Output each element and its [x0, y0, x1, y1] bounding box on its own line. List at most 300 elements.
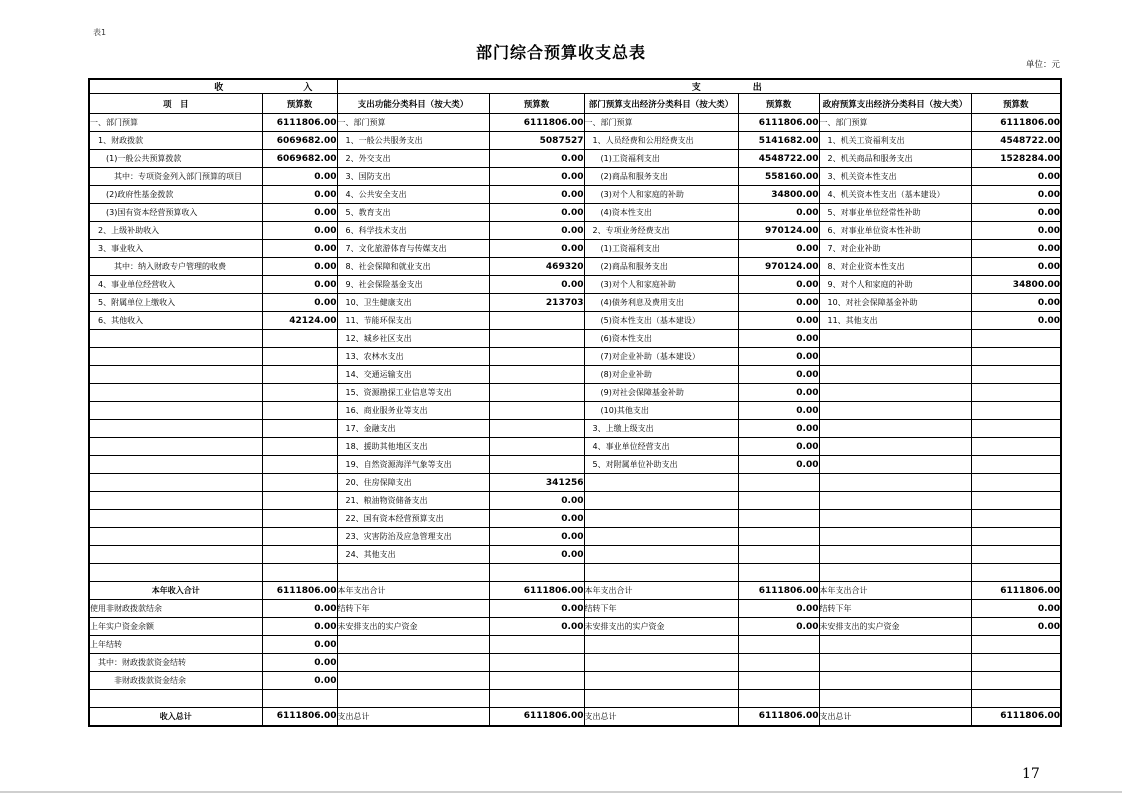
value-cell: 6111806.00 — [262, 114, 337, 132]
item-cell: 5、对事业单位经常性补助 — [819, 204, 971, 222]
item-cell — [89, 366, 262, 384]
value-cell: 0.00 — [262, 636, 337, 654]
value-cell — [971, 330, 1061, 348]
item-cell: 2、上级补助收入 — [89, 222, 262, 240]
body-row — [89, 240, 1061, 258]
footer-row — [89, 582, 1061, 600]
value-cell: 970124.00 — [738, 222, 819, 240]
value-cell — [262, 348, 337, 366]
item-cell — [89, 456, 262, 474]
value-cell — [262, 438, 337, 456]
value-cell: 0.00 — [262, 294, 337, 312]
body-row — [89, 456, 1061, 474]
item-cell: 8、对企业资本性支出 — [819, 258, 971, 276]
item-cell — [89, 690, 262, 708]
item-cell: (6)资本性支出 — [584, 330, 738, 348]
value-cell — [489, 564, 584, 582]
item-cell: (1)一般公共预算拨款 — [89, 150, 262, 168]
value-cell — [489, 672, 584, 690]
item-cell: 结转下年 — [584, 600, 738, 618]
item-cell — [819, 672, 971, 690]
value-cell: 6111806.00 — [738, 708, 819, 726]
item-cell: 一、部门预算 — [337, 114, 489, 132]
item-cell: 16、商业服务业等支出 — [337, 402, 489, 420]
item-cell — [584, 654, 738, 672]
value-cell: 0.00 — [489, 510, 584, 528]
value-cell: 0.00 — [262, 654, 337, 672]
item-cell — [819, 402, 971, 420]
value-cell — [971, 366, 1061, 384]
item-cell: 其中：纳入财政专户管理的收费 — [89, 258, 262, 276]
value-cell: 4548722.00 — [738, 150, 819, 168]
value-cell — [738, 492, 819, 510]
item-cell — [584, 492, 738, 510]
column-header-dept-econ-budget: 预算数 — [738, 94, 819, 114]
item-cell — [819, 366, 971, 384]
value-cell — [262, 366, 337, 384]
item-cell: 7、对企业补助 — [819, 240, 971, 258]
value-cell — [489, 330, 584, 348]
item-cell: 4、机关资本性支出（基本建设） — [819, 186, 971, 204]
value-cell: 0.00 — [262, 276, 337, 294]
body-row — [89, 258, 1061, 276]
item-cell: 14、交通运输支出 — [337, 366, 489, 384]
value-cell — [738, 672, 819, 690]
item-cell: 20、住房保障支出 — [337, 474, 489, 492]
item-cell: 1、人员经费和公用经费支出 — [584, 132, 738, 150]
value-cell — [738, 528, 819, 546]
item-cell: (8)对企业补助 — [584, 366, 738, 384]
item-cell — [337, 636, 489, 654]
column-header-dept-econ-class: 部门预算支出经济分类科目（按大类） — [584, 94, 738, 114]
item-cell: 本年支出合计 — [584, 582, 738, 600]
value-cell: 4548722.00 — [971, 132, 1061, 150]
value-cell: 0.00 — [262, 672, 337, 690]
value-cell: 0.00 — [489, 600, 584, 618]
body-row — [89, 114, 1061, 132]
value-cell: 6111806.00 — [489, 114, 584, 132]
item-cell: 2、专项业务经费支出 — [584, 222, 738, 240]
value-cell: 0.00 — [738, 618, 819, 636]
value-cell: 0.00 — [738, 420, 819, 438]
value-cell: 6069682.00 — [262, 150, 337, 168]
value-cell: 0.00 — [738, 600, 819, 618]
value-cell — [738, 474, 819, 492]
value-cell — [262, 564, 337, 582]
value-cell: 0.00 — [262, 258, 337, 276]
value-cell: 5141682.00 — [738, 132, 819, 150]
value-cell: 6111806.00 — [489, 708, 584, 726]
column-header-function-budget: 预算数 — [489, 94, 584, 114]
item-cell — [584, 636, 738, 654]
value-cell: 0.00 — [971, 222, 1061, 240]
value-cell: 0.00 — [971, 204, 1061, 222]
item-cell: 15、资源勘探工业信息等支出 — [337, 384, 489, 402]
item-cell — [337, 654, 489, 672]
item-cell: 4、事业单位经营支出 — [584, 438, 738, 456]
page-title: 部门综合预算收支总表 — [475, 43, 646, 62]
value-cell: 0.00 — [971, 618, 1061, 636]
body-row — [89, 510, 1061, 528]
item-cell: 6、对事业单位资本性补助 — [819, 222, 971, 240]
item-cell: 3、事业收入 — [89, 240, 262, 258]
item-cell: 2、外交支出 — [337, 150, 489, 168]
item-cell — [584, 672, 738, 690]
body-row — [89, 222, 1061, 240]
body-row — [89, 330, 1061, 348]
body-row — [89, 150, 1061, 168]
item-cell: 支出总计 — [584, 708, 738, 726]
value-cell — [262, 690, 337, 708]
item-cell — [819, 510, 971, 528]
body-row — [89, 348, 1061, 366]
item-cell — [819, 348, 971, 366]
body-row — [89, 546, 1061, 564]
item-cell: 一、部门预算 — [819, 114, 971, 132]
item-cell — [819, 438, 971, 456]
item-cell: 结转下年 — [819, 600, 971, 618]
value-cell — [738, 546, 819, 564]
body-row — [89, 186, 1061, 204]
item-cell — [89, 330, 262, 348]
value-cell — [971, 348, 1061, 366]
value-cell — [971, 456, 1061, 474]
item-cell: 22、国有资本经营预算支出 — [337, 510, 489, 528]
value-cell: 0.00 — [489, 240, 584, 258]
item-cell: 一、部门预算 — [89, 114, 262, 132]
value-cell — [971, 402, 1061, 420]
value-cell: 0.00 — [971, 312, 1061, 330]
value-cell: 0.00 — [971, 600, 1061, 618]
item-cell: (3)对个人和家庭补助 — [584, 276, 738, 294]
value-cell: 0.00 — [489, 492, 584, 510]
item-cell — [89, 474, 262, 492]
value-cell: 0.00 — [262, 240, 337, 258]
value-cell: 1528284.00 — [971, 150, 1061, 168]
item-cell: 收入总计 — [89, 708, 262, 726]
item-cell — [819, 474, 971, 492]
budget-table — [88, 78, 1062, 727]
footer-row — [89, 672, 1061, 690]
body-row — [89, 168, 1061, 186]
unit-note: 单位：元 — [1025, 60, 1060, 70]
body-row — [89, 438, 1061, 456]
item-cell: (2)政府性基金拨款 — [89, 186, 262, 204]
value-cell — [971, 420, 1061, 438]
value-cell: 0.00 — [489, 150, 584, 168]
item-cell: 其中：专项资金列入部门预算的项目 — [89, 168, 262, 186]
value-cell: 0.00 — [738, 204, 819, 222]
value-cell: 341256 — [489, 474, 584, 492]
page-number: 17 — [1022, 766, 1040, 782]
value-cell — [489, 384, 584, 402]
value-cell: 0.00 — [489, 618, 584, 636]
item-cell — [337, 564, 489, 582]
value-cell — [971, 672, 1061, 690]
item-cell: 9、社会保险基金支出 — [337, 276, 489, 294]
value-cell — [971, 492, 1061, 510]
value-cell: 0.00 — [971, 294, 1061, 312]
expense-group-char: 支 — [691, 83, 701, 93]
value-cell: 0.00 — [738, 402, 819, 420]
item-cell: (3)对个人和家庭的补助 — [584, 186, 738, 204]
value-cell — [971, 636, 1061, 654]
item-cell: 6、科学技术支出 — [337, 222, 489, 240]
item-cell: 19、自然资源海洋气象等支出 — [337, 456, 489, 474]
value-cell: 0.00 — [489, 186, 584, 204]
value-cell: 6111806.00 — [738, 582, 819, 600]
expense-group-header — [337, 79, 1061, 94]
value-cell: 0.00 — [738, 456, 819, 474]
item-cell — [89, 546, 262, 564]
item-cell: 1、财政拨款 — [89, 132, 262, 150]
item-cell: (1)工资福利支出 — [584, 240, 738, 258]
value-cell — [262, 402, 337, 420]
item-cell: 未安排支出的实户资金 — [819, 618, 971, 636]
item-cell — [819, 420, 971, 438]
value-cell: 558160.00 — [738, 168, 819, 186]
item-cell — [337, 690, 489, 708]
table-body — [89, 114, 1061, 726]
value-cell — [489, 438, 584, 456]
item-cell: 6、其他收入 — [89, 312, 262, 330]
value-cell: 0.00 — [262, 186, 337, 204]
body-row — [89, 402, 1061, 420]
value-cell — [738, 510, 819, 528]
body-row — [89, 564, 1061, 582]
item-cell: 24、其他支出 — [337, 546, 489, 564]
item-cell — [819, 564, 971, 582]
value-cell: 6111806.00 — [262, 582, 337, 600]
value-cell — [971, 384, 1061, 402]
item-cell — [584, 474, 738, 492]
value-cell: 6111806.00 — [738, 114, 819, 132]
value-cell — [262, 330, 337, 348]
value-cell — [262, 492, 337, 510]
value-cell — [489, 636, 584, 654]
item-cell — [89, 348, 262, 366]
value-cell: 0.00 — [738, 384, 819, 402]
value-cell — [489, 348, 584, 366]
item-cell: 17、金融支出 — [337, 420, 489, 438]
value-cell: 6111806.00 — [971, 708, 1061, 726]
value-cell: 0.00 — [738, 330, 819, 348]
body-row — [89, 276, 1061, 294]
item-cell: (4)资本性支出 — [584, 204, 738, 222]
item-cell: (2)商品和服务支出 — [584, 258, 738, 276]
item-cell — [584, 564, 738, 582]
item-cell — [584, 528, 738, 546]
item-cell: (9)对社会保障基金补助 — [584, 384, 738, 402]
item-cell: (3)国有资本经营预算收入 — [89, 204, 262, 222]
value-cell — [971, 510, 1061, 528]
footer-row — [89, 600, 1061, 618]
item-cell — [89, 384, 262, 402]
income-group-char: 收 — [214, 83, 224, 93]
value-cell: 0.00 — [262, 168, 337, 186]
item-cell — [89, 438, 262, 456]
item-cell: 5、附属单位上缴收入 — [89, 294, 262, 312]
value-cell — [971, 690, 1061, 708]
item-cell: 8、社会保障和就业支出 — [337, 258, 489, 276]
value-cell: 6111806.00 — [489, 582, 584, 600]
item-cell — [584, 546, 738, 564]
value-cell: 0.00 — [971, 240, 1061, 258]
footer-row — [89, 690, 1061, 708]
value-cell — [262, 384, 337, 402]
value-cell: 0.00 — [262, 618, 337, 636]
item-cell: 使用非财政拨款结余 — [89, 600, 262, 618]
value-cell — [262, 510, 337, 528]
item-cell: 4、事业单位经营收入 — [89, 276, 262, 294]
value-cell: 34800.00 — [971, 276, 1061, 294]
item-cell: 18、援助其他地区支出 — [337, 438, 489, 456]
value-cell: 0.00 — [971, 186, 1061, 204]
item-cell — [819, 690, 971, 708]
value-cell: 0.00 — [262, 204, 337, 222]
item-cell: (5)资本性支出（基本建设） — [584, 312, 738, 330]
column-header-gov-econ-class: 政府预算支出经济分类科目（按大类） — [819, 94, 971, 114]
value-cell: 6111806.00 — [262, 708, 337, 726]
item-cell: (1)工资福利支出 — [584, 150, 738, 168]
item-cell — [819, 330, 971, 348]
value-cell: 469320 — [489, 258, 584, 276]
item-cell: 支出总计 — [819, 708, 971, 726]
value-cell: 0.00 — [489, 546, 584, 564]
item-cell: 3、上缴上级支出 — [584, 420, 738, 438]
item-cell: 未安排支出的实户资金 — [337, 618, 489, 636]
value-cell: 0.00 — [971, 258, 1061, 276]
value-cell — [489, 654, 584, 672]
value-cell: 5087527 — [489, 132, 584, 150]
value-cell: 6111806.00 — [971, 114, 1061, 132]
value-cell — [489, 456, 584, 474]
item-cell: 5、教育支出 — [337, 204, 489, 222]
item-cell — [819, 528, 971, 546]
value-cell — [971, 564, 1061, 582]
footer-row — [89, 654, 1061, 672]
item-cell: 1、机关工资福利支出 — [819, 132, 971, 150]
value-cell: 34800.00 — [738, 186, 819, 204]
column-header-income-budget: 预算数 — [262, 94, 337, 114]
value-cell — [262, 420, 337, 438]
item-cell: 结转下年 — [337, 600, 489, 618]
item-cell: 本年收入合计 — [89, 582, 262, 600]
value-cell: 0.00 — [971, 168, 1061, 186]
value-cell — [489, 366, 584, 384]
value-cell: 0.00 — [262, 222, 337, 240]
item-cell — [89, 420, 262, 438]
item-cell: 23、灾害防治及应急管理支出 — [337, 528, 489, 546]
item-cell — [337, 672, 489, 690]
item-cell: 10、对社会保障基金补助 — [819, 294, 971, 312]
item-cell: 非财政拨款资金结余 — [89, 672, 262, 690]
item-cell — [584, 510, 738, 528]
value-cell: 0.00 — [489, 204, 584, 222]
body-row — [89, 420, 1061, 438]
value-cell — [489, 312, 584, 330]
value-cell — [738, 564, 819, 582]
item-cell: 1、一般公共服务支出 — [337, 132, 489, 150]
body-row — [89, 312, 1061, 330]
value-cell: 42124.00 — [262, 312, 337, 330]
income-group-char: 入 — [303, 83, 313, 93]
item-cell: (10)其他支出 — [584, 402, 738, 420]
body-row — [89, 384, 1061, 402]
value-cell: 0.00 — [262, 600, 337, 618]
value-cell: 0.00 — [738, 240, 819, 258]
item-cell — [584, 690, 738, 708]
item-cell — [819, 654, 971, 672]
value-cell: 0.00 — [738, 276, 819, 294]
value-cell: 6069682.00 — [262, 132, 337, 150]
item-cell: 2、机关商品和服务支出 — [819, 150, 971, 168]
item-cell: 10、卫生健康支出 — [337, 294, 489, 312]
column-header-function-class: 支出功能分类科目（按大类） — [337, 94, 489, 114]
item-cell: 9、对个人和家庭的补助 — [819, 276, 971, 294]
item-cell: 一、部门预算 — [584, 114, 738, 132]
item-cell — [819, 636, 971, 654]
value-cell — [262, 546, 337, 564]
value-cell — [489, 420, 584, 438]
item-cell: 11、其他支出 — [819, 312, 971, 330]
item-cell: 本年支出合计 — [337, 582, 489, 600]
value-cell: 213703 — [489, 294, 584, 312]
item-cell — [89, 564, 262, 582]
item-cell: 未安排支出的实户资金 — [584, 618, 738, 636]
item-cell: (7)对企业补助（基本建设） — [584, 348, 738, 366]
value-cell: 0.00 — [738, 366, 819, 384]
column-header-row — [89, 94, 1061, 114]
value-cell — [738, 690, 819, 708]
body-row — [89, 294, 1061, 312]
column-header-gov-econ-budget: 预算数 — [971, 94, 1061, 114]
item-cell: 3、机关资本性支出 — [819, 168, 971, 186]
item-cell — [819, 492, 971, 510]
value-cell — [738, 654, 819, 672]
item-cell: 11、节能环保支出 — [337, 312, 489, 330]
item-cell: 其中：财政拨款资金结转 — [89, 654, 262, 672]
body-row — [89, 366, 1061, 384]
value-cell — [489, 690, 584, 708]
item-cell — [89, 492, 262, 510]
value-cell: 0.00 — [738, 348, 819, 366]
item-cell: 支出总计 — [337, 708, 489, 726]
item-cell — [819, 546, 971, 564]
group-header-row — [89, 79, 1061, 94]
value-cell — [262, 456, 337, 474]
value-cell — [971, 528, 1061, 546]
body-row — [89, 132, 1061, 150]
value-cell — [971, 438, 1061, 456]
item-cell: 本年支出合计 — [819, 582, 971, 600]
item-cell — [89, 528, 262, 546]
item-cell: 3、国防支出 — [337, 168, 489, 186]
value-cell: 970124.00 — [738, 258, 819, 276]
body-row — [89, 204, 1061, 222]
value-cell — [262, 474, 337, 492]
footer-row — [89, 636, 1061, 654]
value-cell — [738, 636, 819, 654]
value-cell — [971, 474, 1061, 492]
value-cell: 0.00 — [489, 222, 584, 240]
value-cell — [489, 402, 584, 420]
item-cell: 12、城乡社区支出 — [337, 330, 489, 348]
footer-row — [89, 708, 1061, 726]
value-cell — [262, 528, 337, 546]
item-cell — [89, 402, 262, 420]
item-cell: 13、农林水支出 — [337, 348, 489, 366]
